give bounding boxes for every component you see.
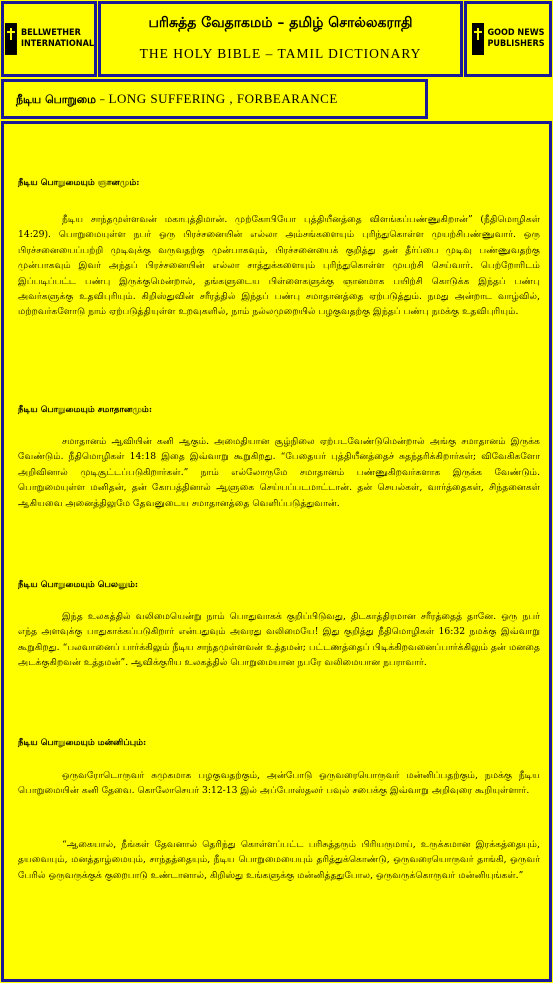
- bible-icon: [471, 22, 485, 56]
- entry-separator: –: [99, 93, 106, 106]
- entry-tamil: நீடிய பொறுமை: [16, 93, 97, 106]
- bellwether-logo: [4, 4, 94, 74]
- section-heading: நீடிய பொறுமையும் ஞானமும்:: [18, 178, 140, 188]
- paragraph: சமாதானம் ஆவியின் கனி ஆகும். அமைதியான சூழ்நிலை ஏற்படவேண்டுமென்றால் அங்கு சமாதானம் இருக்க வேண்டும். நீதிமொழிகள் 14:18 இதை இவ்வாறு கூறுகிறது. “பேதையர் புத்தியீனத்தைச் சுதந்தரிக்கிறார்கள்; விவேகிகளோ அறிவினால் முடிசூட்டப்படுகிறார்கள்.” நாம் எல்லோருமே சமாதானம் பண்ணுகிறவர்களாக இருக்க வேண்டும். பொறுமையுள்ள மனிதன், தன் கோபத்தினால் ஆளுகை செய்யப்படமாட்டான். தன் செயல்கள், வார்த்தைகள், சிந்தனைகள் ஆகியவை அனைத்திலுமே தேவனுடைய சமாதானத்தை வெளிப்படுத்துவான்.: [18, 436, 540, 509]
- good-news-logo-box: [464, 1, 552, 77]
- paragraph: ஒருவரோடொருவர் சுமுகமாக பழகுவதற்கும், அன்போடு ஒருவரையொருவர் மன்னிப்பதற்கும், நமக்கு நீடிய பொறுமையின் கனி தேவை. கொலோசெயர் 3:12-13 இல் அப்போஸ்தலர் பவுல் சபைக்கு இவ்வாறு அறிவுரை கூறியுள்ளார்.: [18, 770, 540, 797]
- entry-english: LONG SUFFERING , FORBEARANCE: [108, 91, 338, 106]
- article-body: [1, 121, 552, 982]
- title-box: [98, 1, 463, 77]
- scripture-quote: “ஆகையால், நீங்கள் தேவனால் தெரிந்து கொள்ளப்பட்ட பரிசுத்தரும் பிரியருமாய், உருக்கமான இரக்கத்தையும், தயவையும், மனத்தாழ்மையும், சாந்தத்தையும், நீடிய பொறுமையையும் தரித்துக்கொண்டு, ஒருவரையொருவர் தாங்கி, ஒருவர் பேரில் ஒருவருக்குக் குறைபாடு உண்டானால், கிறிஸ்து உங்களுக்கு மன்னித்ததுபோல, ஒருவருக்கொருவர் மன்னியுங்கள்.”: [18, 839, 540, 881]
- right-logo-line2: PUBLISHERS: [487, 39, 545, 49]
- section-heading: நீடிய பொறுமையும் மன்னிப்பும்:: [18, 738, 147, 748]
- bellwether-logo-box: [1, 1, 97, 77]
- paragraph: நீடிய சாந்தமுள்ளவன் மகாபுத்திமான். முற்கோபியோ புத்தியீனத்தை விளங்கப்பண்ணுகிறான்” (நீதிமொழிகள் 14:29). பொறுமையுள்ள நபர் ஒரு பிரச்சனையின் எல்லா அம்சங்களையும் புரிந்துகொள்ள முயற்சிபண்ணுவார். ஒரு பிரச்சனையைப்பற்றி முடிவுக்கு வருவதற்கு முன்பாகவும், பிரச்சனையைக் குறித்து தன் தீர்ப்பை முடிவு பண்ணுவதற்கு முன்பாகவும் இவர் அந்தப் பிரச்சனையின் எல்லா சாத்துக்களையும் புரிந்துகொள்ள முயற்சி செய்வார். பெற்றோரிடம் இப்படிப்பட்ட பண்பு இருக்குமென்றால், தங்களுடைய பிள்ளைகளுக்கு ஞானமாக பயிற்சி கொடுக்க இந்தப் பண்பு அவர்களுக்கு உதவிபுரியும். கிறிஸ்துவின் சரீரத்தில் இந்தப் பண்பு சமாதானத்தை ஏற்படுத்தும். நமது அன்றாட வாழ்வில், மற்றவர்களோடு நாம் ஏற்படுத்தியுள்ள உறவுகளில், நாம் நல்லமுறையில் பழகுவதற்கு இந்தப் பண்பு நமக்கு உதவிபுரியும்.: [18, 214, 540, 318]
- section-heading: நீடிய பொறுமையும் சமாதானமும்:: [18, 405, 153, 415]
- section-heading: நீடிய பொறுமையும் பெலனும்:: [18, 580, 139, 590]
- entry-title: [16, 91, 338, 108]
- left-logo-line2: INTERNATIONAL: [20, 39, 94, 49]
- bible-icon: [4, 22, 18, 56]
- title-english: THE HOLY BIBLE – TAMIL DICTIONARY: [139, 46, 422, 61]
- left-logo-line1: BELLWETHER: [20, 28, 81, 38]
- entry-title-box: [1, 79, 428, 119]
- good-news-logo: [467, 4, 549, 74]
- title-tamil: பரிசுத்த வேதாகமம் – தமிழ் சொல்லகராதி: [148, 15, 413, 31]
- paragraph: இந்த உலகத்தில் வலிமையென்று நாம் பொதுவாகக் குறிப்பிடுவது, திடகாத்திரமான சரீரத்தைத் தானே. ஒரு நபர் எந்த அளவுக்கு பாதுகாக்கப்படுகிறார் என்பதுவும் அவரது வலிமையே! இது குறித்து நீதிமொழிகள் 16:32 நமக்கு இவ்வாறு கூறுகிறது. “பலவானைப் பார்க்கிலும் நீடிய சாந்தமுள்ளவன் உத்தமன்; பட்டணத்தைப் பிடிக்கிறவனைப்பார்க்கிலும் தன் மனதை அடக்குகிறவன் உத்தமன்”. ஆவிக்குரிய உலகத்தில் பொறுமையான நபரே வலிமையான நபராவார்.: [18, 611, 540, 669]
- right-logo-line1: GOOD NEWS: [487, 28, 545, 38]
